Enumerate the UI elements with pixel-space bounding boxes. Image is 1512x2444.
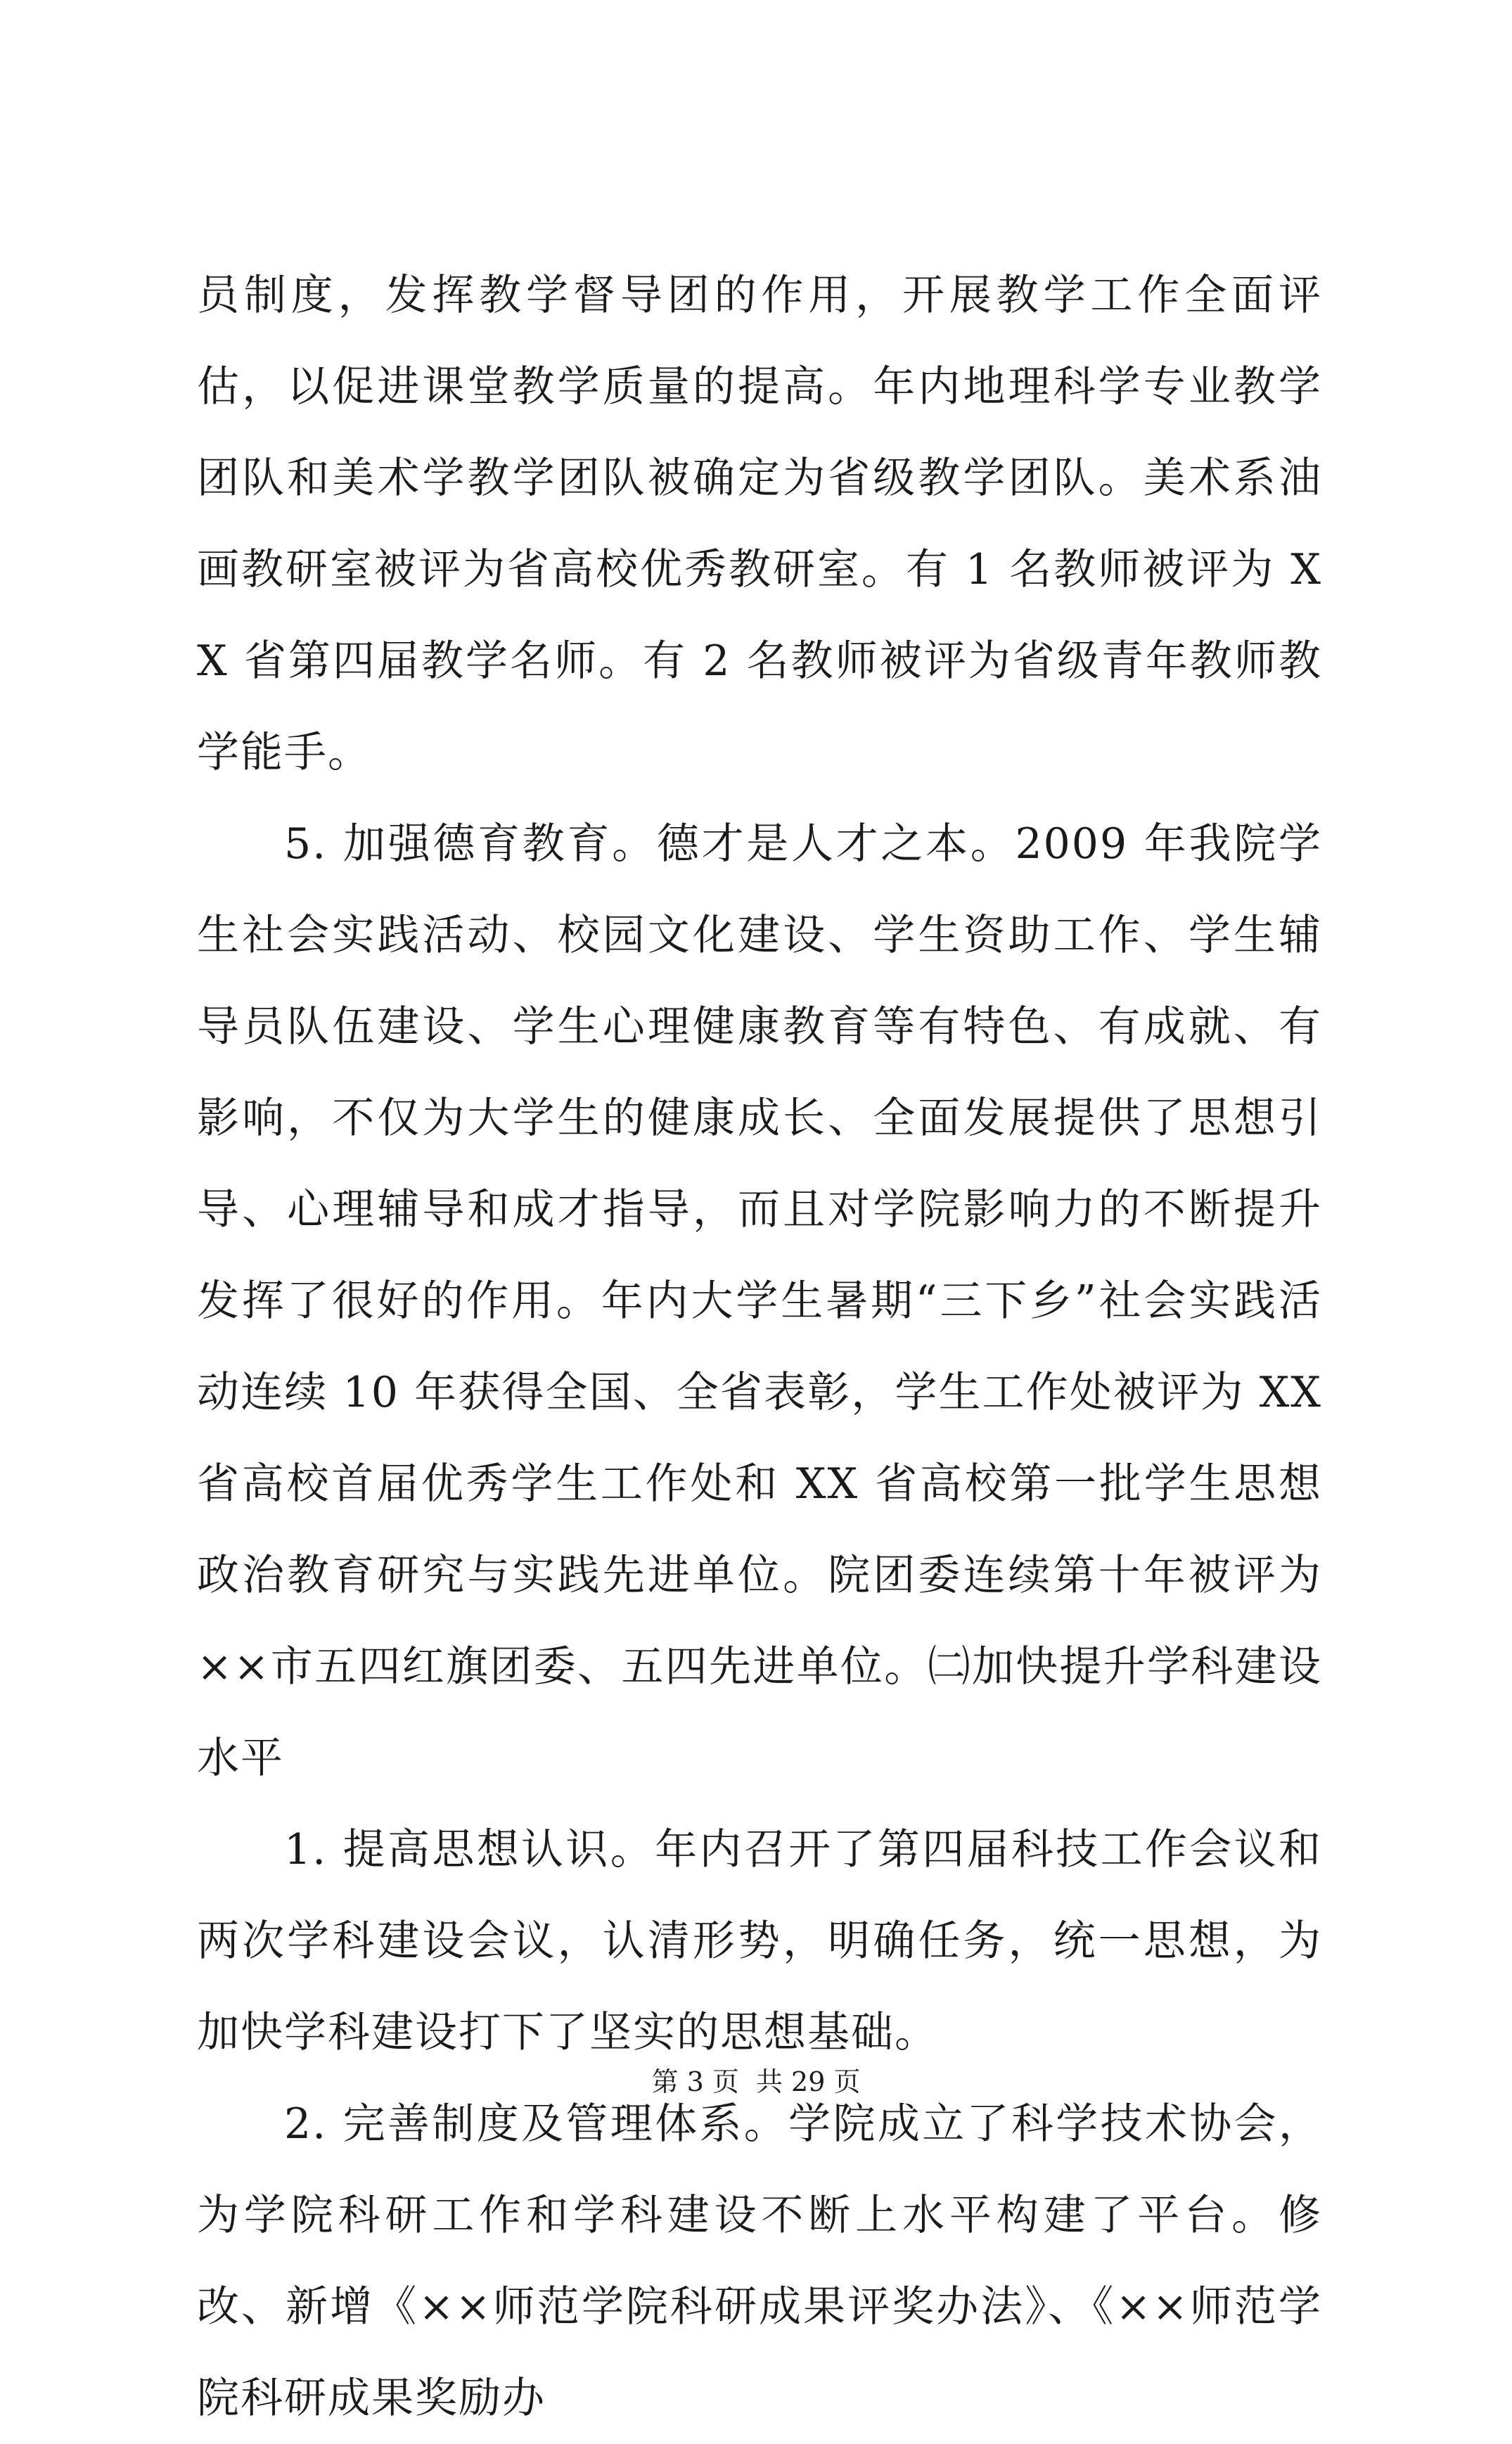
paragraph-ideological-awareness: 1. 提高思想认识。年内召开了第四届科技工作会议和两次学科建设会议，认清形势，明确任务，统一思想，为加快学科建设打下了坚实的思想基础。 xyxy=(197,1825,1322,2057)
page-number-label: 第 3 页 xyxy=(651,2066,739,2097)
document-body xyxy=(197,250,1322,2444)
page-footer xyxy=(0,2064,1512,2099)
page-total-label: 共 29 页 xyxy=(755,2066,861,2097)
paragraph-continuation: 员制度，发挥教学督导团的作用，开展教学工作全面评估，以促进课堂教学质量的提高。年内地理科学专业教学团队和美术学教学团队被确定为省级教学团队。美术系油画教研室被评为省高校优秀教研室。有 1 名教师被评为 XX 省第四届教学名师。有 2 名教师被评为省级青年教师教学能手。 xyxy=(197,271,1322,777)
paragraph-management-system: 2. 完善制度及管理体系。学院成立了科学技术协会，为学院科研工作和学科建设不断上水平构建了平台。修改、新增《××师范学院科研成果评奖办法》、《××师范学院科研成果奖励办 xyxy=(197,2099,1322,2423)
paragraph-moral-education: 5. 加强德育教育。德才是人才之本。2009 年我院学生社会实践活动、校园文化建设、学生资助工作、学生辅导员队伍建设、学生心理健康教育等有特色、有成就、有影响，不仅为大学生的健康成长、全面发展提供了思想引导、心理辅导和成才指导，而且对学院影响力的不断提升发挥了很好的作用。年内大学生暑期“三下乡”社会实践活动连续 10 年获得全国、全省表彰，学生工作处被评为 XX 省高校首届优秀学生工作处和 XX 省高校第一批学生思想政治教育研究与实践先进单位。院团委连续第十年被评为××市五四红旗团委、五四先进单位。㈡加快提升学科建设水平 xyxy=(197,819,1322,1783)
